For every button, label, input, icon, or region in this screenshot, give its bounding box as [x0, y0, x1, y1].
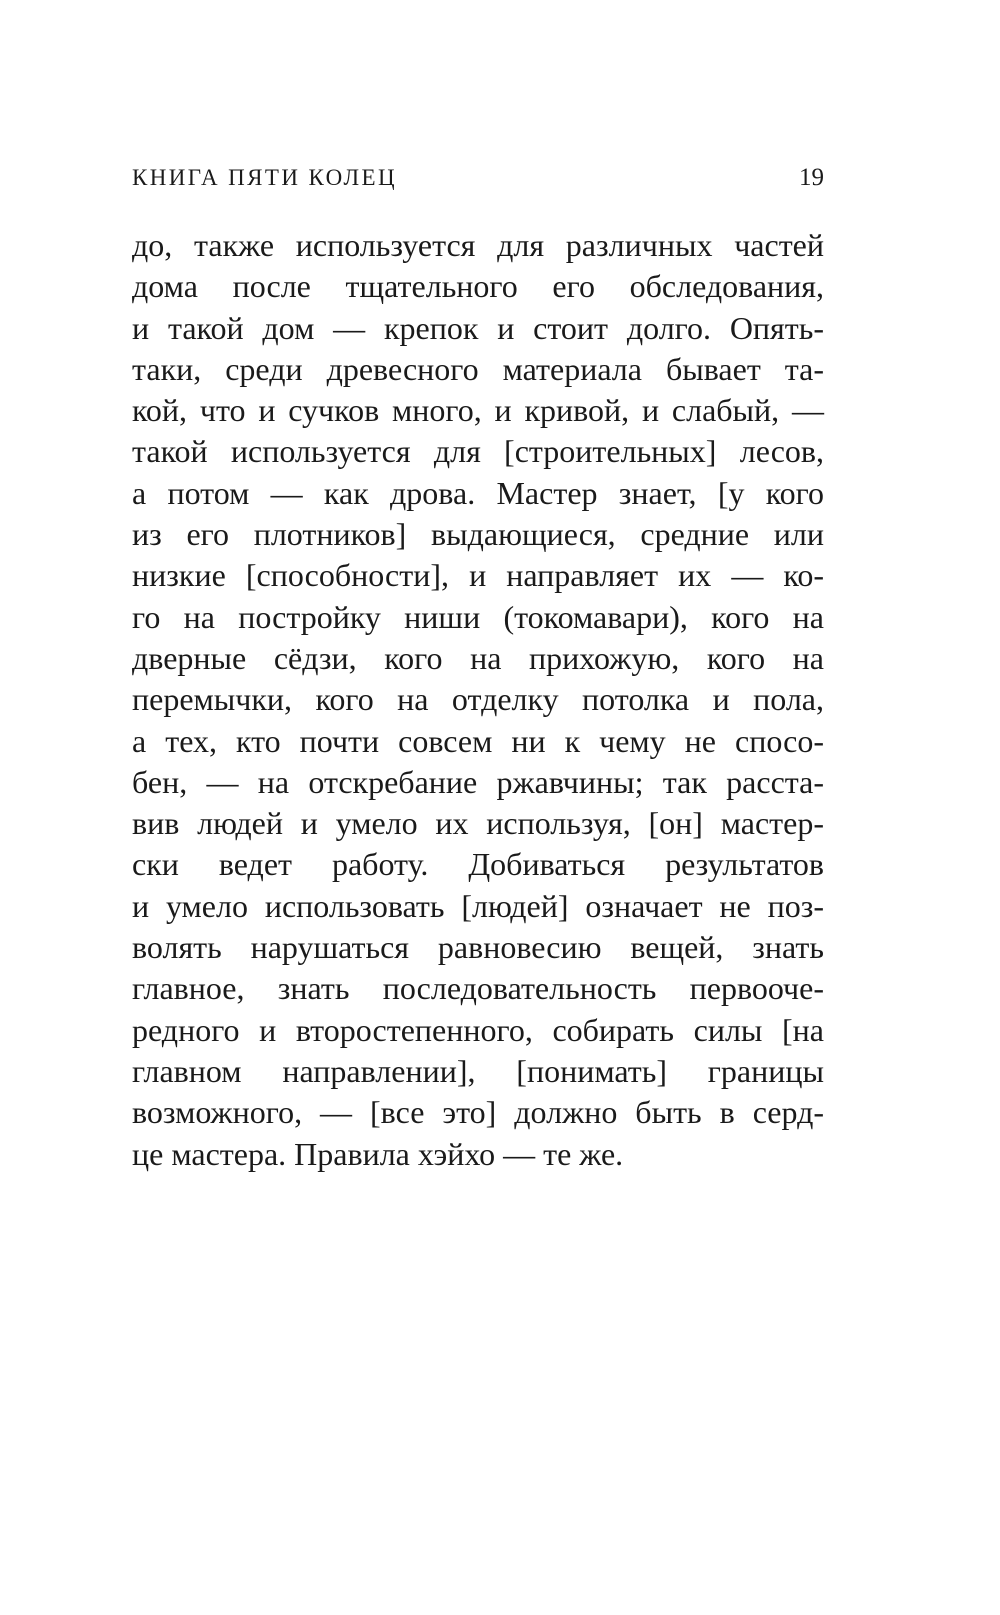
text-line: и такой дом — крепок и стоит долго. Опять-: [132, 309, 824, 346]
text-line-last: це мастера. Правила хэйхо — те же.: [132, 1135, 624, 1172]
text-line: а потом — как дрова. Мастер знает, [у кого: [132, 474, 824, 511]
text-line: кой, что и сучков много, и кривой, и слабый, —: [132, 392, 824, 429]
running-head: [132, 160, 824, 196]
text-line: дверные сёдзи, кого на прихожую, кого на: [132, 639, 824, 676]
text-line: такой используется для [строительных] лесов,: [132, 433, 824, 470]
text-line: редного и второстепенного, собирать силы [на: [132, 1011, 824, 1048]
text-line: и умело использовать [людей] означает не поз-: [132, 887, 824, 924]
text-line: до, также используется для различных частей: [132, 227, 824, 263]
text-line: дома после тщательного его обследования,: [132, 268, 824, 305]
text-line: из его плотников] выдающиеся, средние или: [132, 516, 824, 553]
text-line: ски ведет работу. Добиваться результатов: [132, 846, 824, 883]
text-line: вив людей и умело их используя, [он] мастер-: [132, 805, 824, 842]
body-text: [132, 225, 824, 1175]
text-line: возможного, — [все это] должно быть в серд-: [132, 1094, 824, 1131]
text-line: главное, знать последовательность первооче-: [132, 970, 824, 1007]
text-line: волять нарушаться равновесию вещей, знать: [132, 929, 824, 966]
text-line: низкие [способности], и направляет их — ко-: [132, 557, 824, 594]
text-line: бен, — на отскребание ржавчины; так расста-: [132, 763, 824, 800]
book-title: КНИГА ПЯТИ КОЛЕЦ: [132, 165, 397, 190]
text-line: таки, среди древесного материала бывает та-: [132, 350, 824, 387]
text-line: а тех, кто почти совсем ни к чему не спосо-: [132, 722, 824, 759]
text-line: го на постройку ниши (токомавари), кого на: [132, 598, 824, 635]
text-line: главном направлении], [понимать] границы: [132, 1052, 824, 1089]
page-number: 19: [799, 164, 824, 191]
text-line: перемычки, кого на отделку потолка и пола,: [132, 681, 824, 718]
